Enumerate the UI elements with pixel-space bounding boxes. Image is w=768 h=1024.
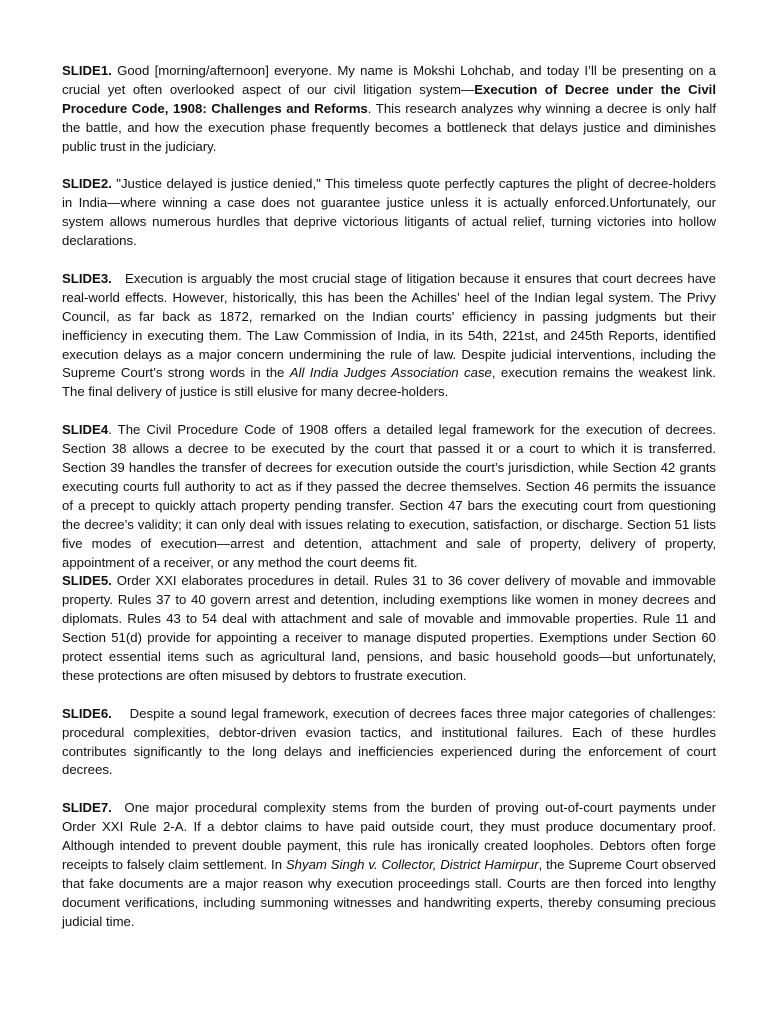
slide-4-label: SLIDE4 bbox=[62, 422, 109, 438]
slide-6-label: SLIDE6. bbox=[62, 705, 112, 721]
slide-1-label: SLIDE1. bbox=[62, 63, 112, 78]
slide-7-text: One major procedural complexity stems from the burden of proving out-of-court payments under Order XXI Rule 2-A. If a debtor claims to have paid outside court, they must produce documentary proof. Although intended to prevent double payment, this rule has ironically created loopholes. Debtors often forge receipts to falsely claim settlement. In bbox=[62, 800, 720, 872]
slide-1-text-end: . This research analyzes why winning a decree is only half the battle, and how the execution phase frequently becomes a bottleneck that delays justice and diminishes public trust in the judiciary. bbox=[62, 100, 716, 154]
slide-7-label: SLIDE7. bbox=[62, 800, 112, 816]
slide-5-paragraph bbox=[62, 572, 716, 685]
slide-1-paragraph bbox=[62, 62, 716, 157]
slide-6-paragraph bbox=[62, 705, 720, 781]
slide-5-text: Order XXI elaborates procedures in detail. Rules 31 to 36 cover delivery of movable and immovable property. Rules 37 to 40 govern arrest and detention, including exemptions like women in money decrees and diplomats. Rules 43 to 54 deal with attachment and sale of movable and immovable properties. Rule 11 and Section 51(d) provide for appointing a receiver to manage disputed properties. Exemptions under Section 60 protect essential items such as agricultural land, pensions, and basic household goods—but unfortunately, these protections are often misused by debtors to frustrate execution. bbox=[62, 573, 716, 683]
slide-1-title-bold: Execution of Decree under the Civil Procedure Code, 1908: Challenges and Reforms bbox=[62, 81, 716, 116]
slide-3-paragraph bbox=[62, 270, 720, 402]
slide-3-case-name: All India Judges Association case bbox=[289, 365, 492, 381]
slide-6-text: Despite a sound legal framework, execution of decrees faces three major categories of challenges: procedural complexities, debtor-driven evasion tactics, and institutional failures. Each of these hurdles contributes significantly to the long delays and inefficiencies experienced during the enforcement of court decrees. bbox=[62, 705, 720, 778]
slide-2-paragraph bbox=[62, 175, 716, 251]
slide-3-text: Execution is arguably the most crucial stage of litigation because it ensures that court decrees have real-world effects. However, historically, this has been the Achilles’ heel of the Indian legal system. The Privy Council, as far back as 1872, remarked on the Indian courts' efficiency in passing judgments but their inefficiency in executing them. The Law Commission of India, in its 54th, 221st, and 245th Reports, identified execution delays as a major concern undermining the rule of law. Despite judicial interventions, including the Supreme Court’s strong words in the bbox=[62, 270, 720, 381]
slide-5-label: SLIDE5. bbox=[62, 573, 112, 589]
slide-1-text: Good [morning/afternoon] everyone. My name is Mokshi Lohchab, and today I’ll be presenting on a crucial yet often overlooked aspect of our civil litigation system— bbox=[62, 63, 716, 97]
slide-3-text-end: , execution remains the weakest link. The final delivery of justice is still elusive for many decree-holders. bbox=[62, 365, 716, 400]
slide-2-label: SLIDE2. bbox=[62, 176, 112, 192]
slide-4-paragraph bbox=[62, 421, 716, 572]
slide-7-text-end: , the Supreme Court observed that fake documents are a major reason why execution proceedings stall. Courts are then forced into lengthy document verifications, including summoning witnesses and handwriting experts, thereby consuming precious judicial time. bbox=[62, 856, 716, 929]
slide-7-paragraph bbox=[62, 799, 720, 931]
slide-3-label: SLIDE3. bbox=[62, 270, 112, 286]
slide-4-text: . The Civil Procedure Code of 1908 offers a detailed legal framework for the execution of decrees. Section 38 allows a decree to be executed by the court that passed it or a court to which it is transferred. Section 39 handles the transfer of decrees for execution outside the court’s jurisdiction, while Section 42 grants executing courts full authority to act as if they passed the decree themselves. Section 46 permits the issuance of a precept to quickly attach property pending transfer. Section 47 bars the executing court from questioning the decree’s validity; it can only deal with issues relating to execution, satisfaction, or discharge. Section 51 lists five modes of execution—arrest and detention, attachment and sale of property, delivery of property, appointment of a receiver, or any method the court deems fit. bbox=[62, 422, 716, 570]
slide-7-case-name: Shyam Singh v. Collector, District Hamirpur bbox=[285, 856, 539, 872]
slide-2-text: "Justice delayed is justice denied," This timeless quote perfectly captures the plight of decree-holders in India—where winning a case does not guarantee justice unless it is actually enforced.Unfortunately, our system allows numerous hurdles that deprive victorious litigants of actual relief, turning victories into hollow declarations. bbox=[62, 176, 716, 249]
